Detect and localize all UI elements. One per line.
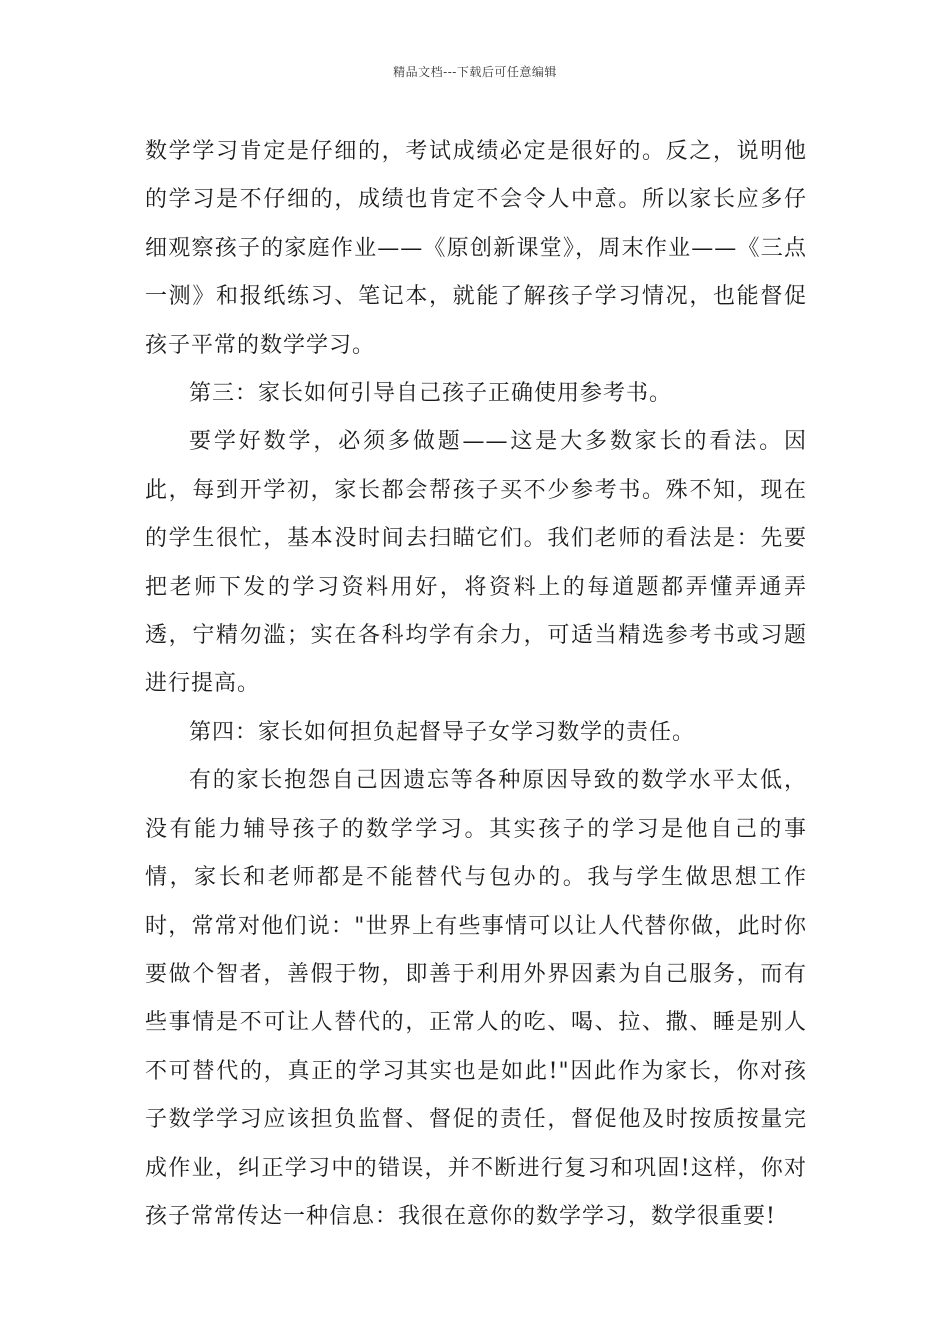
- paragraph-continued: 数学学习肯定是仔细的，考试成绩必定是很好的。反之，说明他的学习是不仔细的，成绩也肯定不会令人中意。所以家长应多仔细观察孩子的家庭作业——《原创新课堂》，周末作业——《三点一测》和报纸练习、笔记本，就能了解孩子学习情况，也能督促孩子平常的数学学习。: [145, 139, 807, 358]
- page-header: 精品文档---下载后可任意编辑: [393, 65, 557, 79]
- paragraph-reference-books: 要学好数学，必须多做题——这是大多数家长的看法。因此，每到开学初，家长都会帮孩子买不少参考书。殊不知，现在的学生很忙，基本没时间去扫瞄它们。我们老师的看法是：先要把老师下发的学习资料用好，将资料上的每道题都弄懂弄通弄透，宁精勿滥；实在各科均学有余力，可适当精选参考书或习题进行提高。: [145, 429, 807, 697]
- document-body: [145, 128, 807, 1241]
- section-heading-third: 第三：家长如何引导自己孩子正确使用参考书。: [189, 381, 673, 407]
- paragraph-responsibility: 有的家长抱怨自己因遗忘等各种原因导致的数学水平太低，没有能力辅导孩子的数学学习。其实孩子的学习是他自己的事情，家长和老师都是不能替代与包办的。我与学生做思想工作时，常常对他们说："世界上有些事情可以让人代替你做，此时你要做个智者，善假于物，即善于利用外界因素为自己服务，而有些事情是不可让人替代的，正常人的吃、喝、拉、撒、睡是别人不可替代的，真正的学习其实也是如此!"因此作为家长，你对孩子数学学习应该担负监督、督促的责任，督促他及时按质按量完成作业，纠正学习中的错误，并不断进行复习和巩固!这样，你对孩子常常传达一种信息：我很在意你的数学学习，数学很重要!: [145, 768, 807, 1229]
- section-heading-fourth: 第四：家长如何担负起督导子女学习数学的责任。: [189, 719, 696, 745]
